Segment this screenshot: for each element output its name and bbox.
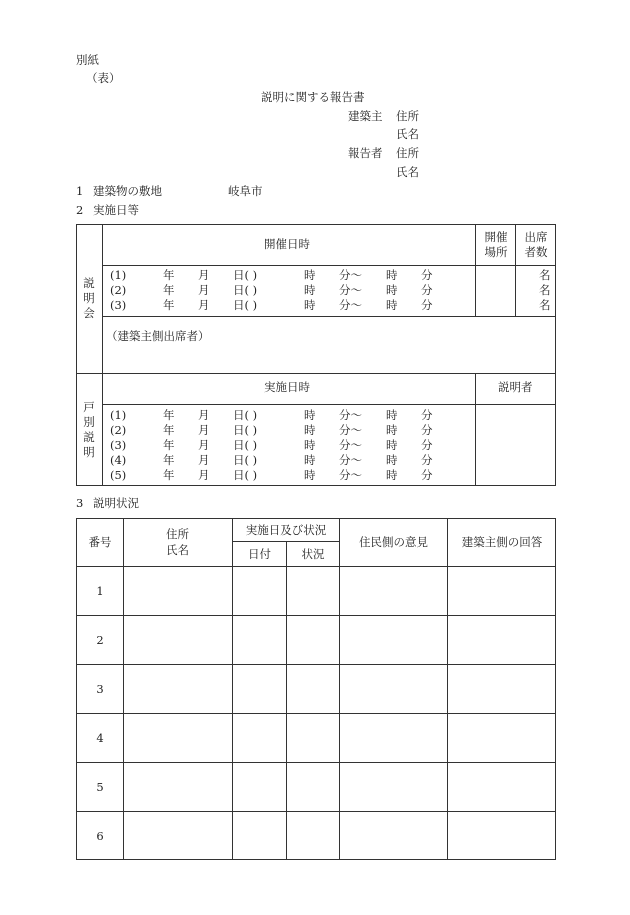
day-unit: 日( )	[233, 438, 258, 452]
row-number: (5)	[110, 468, 127, 482]
minute-tilde-unit: 分～	[339, 408, 362, 422]
hour-unit: 時	[386, 423, 398, 437]
minute-unit: 分	[421, 298, 433, 312]
minute-tilde-unit: 分～	[339, 468, 362, 482]
reporter-address-label: 住所	[396, 146, 419, 160]
header-name: 氏名	[166, 543, 189, 557]
day-unit: 日( )	[233, 453, 258, 467]
row-number: (2)	[110, 423, 127, 437]
header-number: 番号	[88, 535, 112, 549]
reporter-label: 報告者	[348, 146, 383, 160]
month-unit: 月	[198, 298, 210, 312]
meeting-datetime-header: 開催日時	[264, 237, 310, 251]
table-row-number: 1	[96, 583, 104, 598]
hour-unit: 時	[304, 408, 316, 422]
row-number: (3)	[110, 438, 127, 452]
hour-unit: 時	[304, 298, 316, 312]
day-unit: 日( )	[233, 468, 258, 482]
meeting-attendees-header: 出席者数	[524, 230, 548, 259]
minute-unit: 分	[421, 283, 433, 297]
day-unit: 日( )	[233, 283, 258, 297]
persons-unit: 名	[539, 283, 551, 297]
month-unit: 月	[198, 408, 210, 422]
section3-number: 3	[76, 496, 84, 510]
minute-unit: 分	[421, 268, 433, 282]
row-number: (3)	[110, 298, 127, 312]
month-unit: 月	[198, 268, 210, 282]
minute-unit: 分	[421, 423, 433, 437]
hour-unit: 時	[304, 283, 316, 297]
day-unit: 日( )	[233, 268, 258, 282]
individual-datetime-header: 実施日時	[264, 380, 310, 394]
persons-unit: 名	[539, 268, 551, 282]
minute-tilde-unit: 分～	[339, 438, 362, 452]
row-number: (1)	[110, 268, 127, 282]
owner-label: 建築主	[348, 109, 383, 123]
meeting-side-label: 説明会	[83, 276, 95, 320]
hour-unit: 時	[386, 283, 398, 297]
persons-unit: 名	[539, 298, 551, 312]
owner-name-label: 氏名	[396, 127, 419, 141]
month-unit: 月	[198, 453, 210, 467]
year-unit: 年	[163, 268, 175, 282]
hour-unit: 時	[304, 438, 316, 452]
table-row-number: 3	[96, 681, 104, 696]
hour-unit: 時	[386, 468, 398, 482]
header-address: 住所	[166, 527, 189, 541]
page-title: 説明に関する報告書	[261, 90, 365, 104]
minute-tilde-unit: 分～	[339, 423, 362, 437]
table-row-number: 5	[96, 779, 104, 794]
row-number: (4)	[110, 453, 127, 467]
table-row-number: 6	[96, 828, 104, 843]
minute-unit: 分	[421, 408, 433, 422]
row-number: (2)	[110, 283, 127, 297]
hour-unit: 時	[386, 438, 398, 452]
minute-tilde-unit: 分～	[339, 298, 362, 312]
minute-unit: 分	[421, 453, 433, 467]
year-unit: 年	[163, 298, 175, 312]
minute-tilde-unit: 分～	[339, 283, 362, 297]
reporter-name-label: 氏名	[396, 165, 419, 179]
hour-unit: 時	[386, 268, 398, 282]
year-unit: 年	[163, 283, 175, 297]
hour-unit: 時	[386, 408, 398, 422]
owner-attendees-label: （建築主側出席者）	[106, 329, 210, 343]
section1-label: 建築物の敷地	[93, 184, 162, 198]
hour-unit: 時	[304, 423, 316, 437]
hour-unit: 時	[386, 453, 398, 467]
meeting-place-header: 開催場所	[484, 230, 508, 259]
year-unit: 年	[163, 423, 175, 437]
hour-unit: 時	[386, 298, 398, 312]
day-unit: 日( )	[233, 298, 258, 312]
header-implementation: 実施日及び状況	[245, 522, 327, 537]
minute-tilde-unit: 分～	[339, 268, 362, 282]
header-resident-opinion: 住民側の意見	[359, 535, 428, 549]
year-unit: 年	[163, 408, 175, 422]
month-unit: 月	[198, 283, 210, 297]
hour-unit: 時	[304, 453, 316, 467]
hour-unit: 時	[304, 268, 316, 282]
section2-number: 2	[76, 203, 84, 217]
section3-label: 説明状況	[93, 496, 139, 510]
section1-value: 岐阜市	[228, 184, 263, 198]
header-status: 状況	[301, 546, 325, 561]
month-unit: 月	[198, 423, 210, 437]
minute-tilde-unit: 分～	[339, 453, 362, 467]
month-unit: 月	[198, 468, 210, 482]
header-owner-answer: 建築主側の回答	[461, 535, 543, 549]
table-row-number: 2	[96, 632, 104, 647]
front-side-label: （表）	[86, 71, 121, 85]
year-unit: 年	[163, 468, 175, 482]
section2-label: 実施日等	[93, 203, 139, 217]
day-unit: 日( )	[233, 408, 258, 422]
table-row-number: 4	[96, 730, 104, 745]
row-number: (1)	[110, 408, 127, 422]
day-unit: 日( )	[233, 423, 258, 437]
year-unit: 年	[163, 438, 175, 452]
individual-explainer-header: 説明者	[498, 380, 533, 394]
month-unit: 月	[198, 438, 210, 452]
section1-number: 1	[76, 184, 84, 198]
individual-side-label: 戸別説明	[83, 400, 95, 459]
minute-unit: 分	[421, 438, 433, 452]
attachment-label: 別紙	[76, 53, 99, 67]
owner-address-label: 住所	[396, 109, 419, 123]
minute-unit: 分	[421, 468, 433, 482]
hour-unit: 時	[304, 468, 316, 482]
year-unit: 年	[163, 453, 175, 467]
header-date: 日付	[248, 546, 271, 561]
